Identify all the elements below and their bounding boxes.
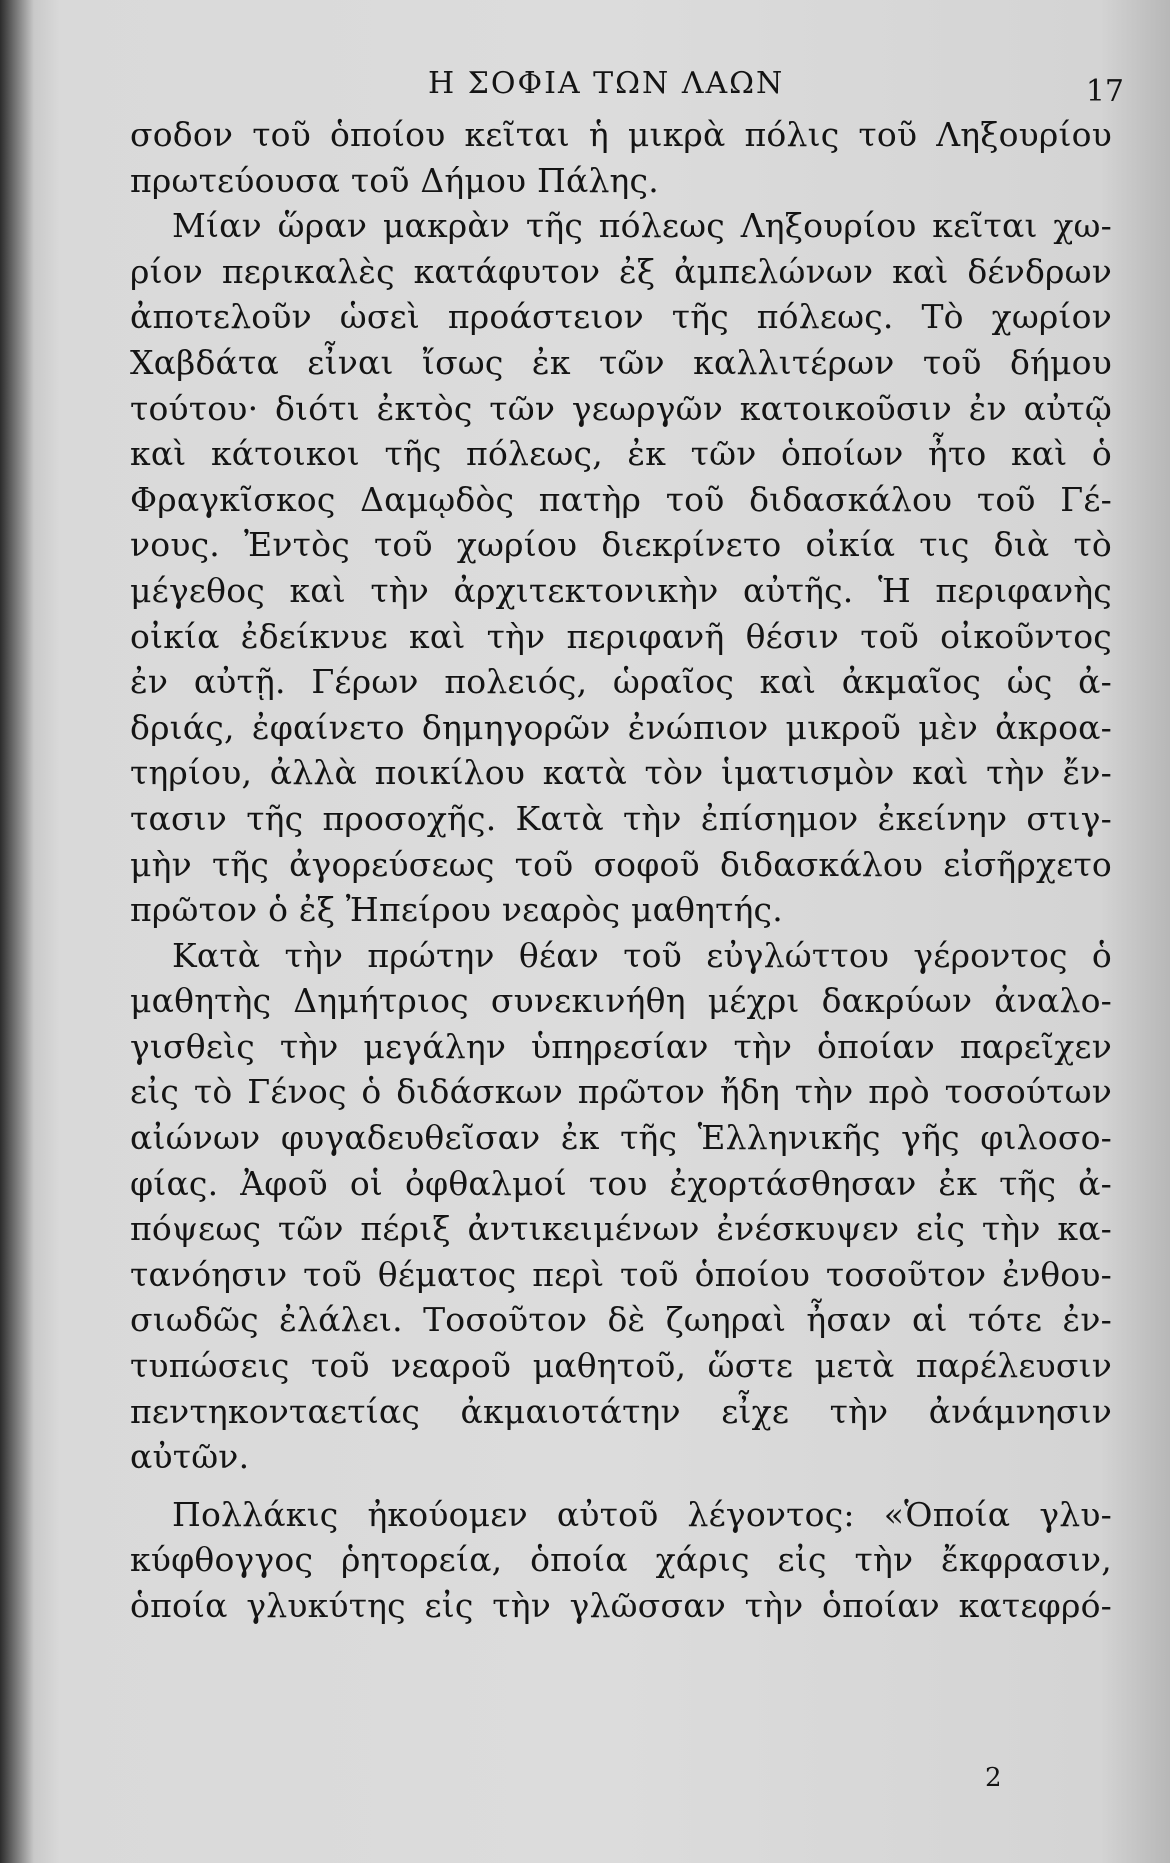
text-line: πρῶτον ὁ ἐξ Ἠπείρου νεαρὸς μαθητής. — [130, 890, 783, 930]
text-line: μαθητὴς Δημήτριος συνεκινήθη μέχρι δακρύων ἀναλο- — [130, 981, 1112, 1021]
text-line: σοδον τοῦ ὁποίου κεῖται ἡ μικρὰ πόλις τοῦ Ληξουρίου — [130, 115, 1112, 154]
text-line: φίας. Ἀφοῦ οἱ ὀφθαλμοί του ἐχορτάσθησαν ἐκ τῆς ἀ- — [130, 1163, 1112, 1203]
text-line: δριάς, ἐφαίνετο δημηγορῶν ἐνώπιον μικροῦ μὲν ἀκροα- — [130, 707, 1112, 747]
text-line: εἰς τὸ Γένος ὁ διδάσκων πρῶτον ἤδη τὴν πρὸ τοσούτων — [130, 1072, 1112, 1112]
text-line: μέγεθος καὶ τὴν ἀρχιτεκτονικὴν αὐτῆς. Ἡ περιφανὴς — [130, 570, 1112, 610]
text-line: σιωδῶς ἐλάλει. Τοσοῦτον δὲ ζωηραὶ ἦσαν αἱ τότε ἐν- — [130, 1300, 1112, 1340]
text-line: Μίαν ὥραν μακρὰν τῆς πόλεως Ληξουρίου κεῖται χω- — [172, 206, 1112, 246]
text-line: πεντηκονταετίας ἀκμαιοτάτην εἶχε τὴν ἀνάμνησιν — [130, 1391, 1112, 1431]
text-line: τυπώσεις τοῦ νεαροῦ μαθητοῦ, ὥστε μετὰ παρέλευσιν — [130, 1346, 1112, 1386]
text-line: ἐν αὐτῇ. Γέρων πολειός, ὡραῖος καὶ ἀκμαῖος ὡς ἀ- — [130, 662, 1112, 702]
text-line: Κατὰ τὴν πρώτην θέαν τοῦ εὐγλώττου γέροντος ὁ — [172, 935, 1112, 975]
text-line: τασιν τῆς προσοχῆς. Κατὰ τὴν ἐπίσημον ἐκείνην στιγ- — [130, 798, 1112, 838]
text-line: αὐτῶν. — [130, 1437, 250, 1477]
text-line: γισθεὶς τὴν μεγάλην ὑπηρεσίαν τὴν ὁποίαν παρεῖχεν — [130, 1026, 1112, 1066]
text-line: ἀποτελοῦν ὡσεὶ προάστειον τῆς πόλεως. Τὸ χωρίον — [130, 297, 1112, 337]
text-line: Χαβδάτα εἶναι ἴσως ἐκ τῶν καλλιτέρων τοῦ δήμου — [130, 342, 1112, 382]
page-number: 17 — [1085, 74, 1124, 109]
body-text — [130, 112, 1112, 1629]
text-line: πόψεως τῶν πέριξ ἀντικειμένων ἐνέσκυψεν εἰς τὴν κα- — [130, 1209, 1112, 1249]
text-line: Πολλάκις ἠκούομεν αὐτοῦ λέγοντος: «Ὁποία γλυ- — [172, 1494, 1112, 1534]
text-line: μὴν τῆς ἀγορεύσεως τοῦ σοφοῦ διδασκάλου εἰσῆρχετο — [130, 844, 1112, 884]
signature-mark: 2 — [985, 1763, 1002, 1793]
text-line: αἰώνων φυγαδευθεῖσαν ἐκ τῆς Ἑλληνικῆς γῆς φιλοσο- — [130, 1118, 1112, 1158]
text-line: ρίον περικαλὲς κατάφυτον ἐξ ἀμπελώνων καὶ δένδρων — [130, 251, 1112, 291]
text-line: καὶ κάτοικοι τῆς πόλεως, ἐκ τῶν ὁποίων ἦτο καὶ ὁ — [130, 434, 1112, 474]
text-line: πρωτεύουσα τοῦ Δήμου Πάλης. — [130, 160, 659, 200]
running-head — [120, 66, 1140, 110]
text-line: ὁποία γλυκύτης εἰς τὴν γλῶσσαν τὴν ὁποίαν κατεφρό- — [130, 1586, 1112, 1625]
running-title: Η ΣΟΦΙΑ ΤΩΝ ΛΑΩΝ — [428, 66, 785, 101]
text-line: νους. Ἐντὸς τοῦ χωρίου διεκρίνετο οἰκία τις διὰ τὸ — [130, 525, 1112, 565]
text-line: Φραγκῖσκος Δαμῳδὸς πατὴρ τοῦ διδασκάλου τοῦ Γέ- — [130, 479, 1112, 519]
text-line: κύφθογγος ῥητορεία, ὁποία χάρις εἰς τὴν ἔκφρασιν, — [130, 1540, 1112, 1580]
text-line: τούτου· διότι ἐκτὸς τῶν γεωργῶν κατοικοῦσιν ἐν αὐτῷ — [130, 388, 1112, 428]
text-line: οἰκία ἐδείκνυε καὶ τὴν περιφανῆ θέσιν τοῦ οἰκοῦντος — [130, 616, 1112, 656]
text-line: τανόησιν τοῦ θέματος περὶ τοῦ ὁποίου τοσοῦτον ἐνθου- — [130, 1254, 1112, 1294]
text-line: τηρίου, ἀλλὰ ποικίλου κατὰ τὸν ἱματισμὸν καὶ τὴν ἔν- — [130, 753, 1112, 793]
